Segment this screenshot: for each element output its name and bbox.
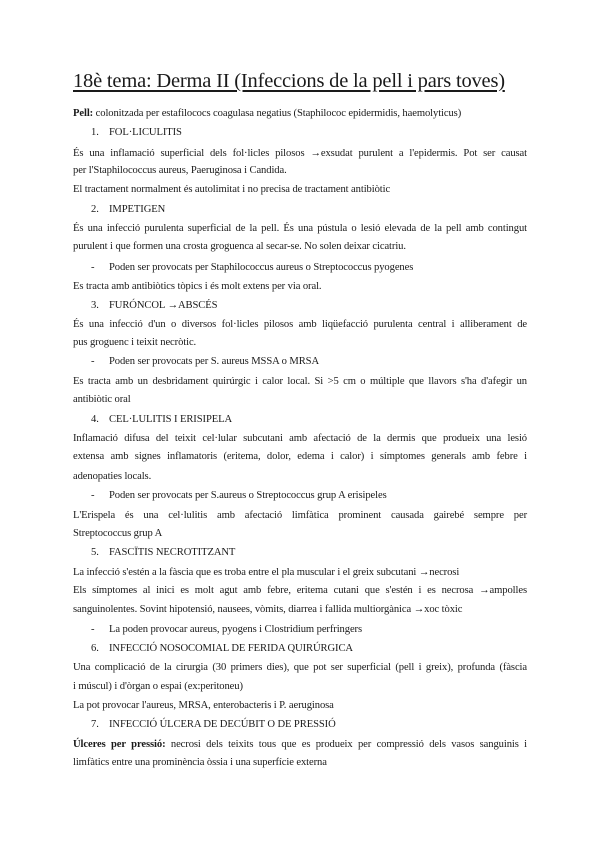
section-number: 6. <box>91 643 99 654</box>
paragraph-line: purulent i que formen una crosta groguenca al secar-se. No solen deixar cicatriu. <box>73 241 406 252</box>
paragraph-line: Una complicació de la cirurgia (30 primers dies), que pot ser superficial (pell i greix), profunda (fàscia <box>73 662 527 673</box>
paragraph-line: Es tracta amb antibiòtics tòpics i és molt extens per via oral. <box>73 281 322 292</box>
paragraph-line: La pot provocar l'aureus, MRSA, enterobacteris i P. aeruginosa <box>73 700 334 711</box>
paragraph-line: Inflamació difusa del teixit cel·lular subcutani amb afectació de la dermis que produeix una lesió <box>73 433 527 444</box>
paragraph-line: La infecció s'estén a la fàscia que es troba entre el pla muscular i el greix subcutani →necrosi <box>73 567 460 578</box>
section-title: FASCÏTIS NECROTITZANT <box>109 547 236 558</box>
paragraph-line: Els símptomes al inici es molt agut amb febre, eritema cutani que s'estén i es necrosa →ampolles <box>73 585 527 596</box>
section-title: FOL·LICULITIS <box>109 127 182 138</box>
section-number: 7. <box>91 719 99 730</box>
bullet-dash: - <box>91 490 95 501</box>
paragraph-line: sanguinolentes. Sovint hipotensió, nausees, vòmits, diarrea i fallida multiorgànica →xoc tòxic <box>73 604 463 615</box>
section-title: IMPETIGEN <box>109 204 166 215</box>
paragraph-line: L'Erispela és una cel·lulitis amb afectació limfàtica prominent causada gairebé sempre per <box>73 510 527 521</box>
section-title: INFECCIÓ NOSOCOMIAL DE FERIDA QUIRÚRGICA <box>109 643 353 654</box>
section-number: 3. <box>91 300 99 311</box>
paragraph-line <box>73 738 527 752</box>
bullet-text: Poden ser provocats per Staphilococcus aureus o Streptococcus pyogenes <box>109 262 414 273</box>
paragraph-line: antibiòtic oral <box>73 394 131 405</box>
bullet-dash: - <box>91 624 95 635</box>
paragraph-line: limfàtics entre una prominència òssia i una superfície externa <box>73 757 327 768</box>
section-title: INFECCIÓ ÚLCERA DE DECÚBIT O DE PRESSIÓ <box>109 719 336 730</box>
bullet-dash: - <box>91 262 95 273</box>
bullet-text: Poden ser provocats per S. aureus MSSA o MRSA <box>109 356 320 367</box>
ulcer-text: necrosi dels teixits tous que es produeix per compressió dels vasos sanguinis i <box>165 739 527 750</box>
section-number: 1. <box>91 127 99 138</box>
paragraph-line: Streptococcus grup A <box>73 528 163 539</box>
intro-line <box>73 107 527 121</box>
intro-text: colonitzada per estafilococs coagulasa negatius (Staphilococ epidermidis, haemolyticus) <box>93 108 462 119</box>
paragraph-line: És una inflamació superficial dels fol·licles pilosos →exsudat purulent a l'epidermis. Pot ser causat <box>73 148 527 159</box>
section-title: CEL·LULITIS I ERISIPELA <box>109 414 233 425</box>
intro-term: Pell: <box>73 108 94 119</box>
paragraph-line: És una infecció purulenta superficial de la pell. És una pústula o lesió elevada de la pell amb contingut <box>73 223 527 234</box>
paragraph-line: És una infecció d'un o diversos fol·licles pilosos amb liqüefacció purulenta central i alliberament de <box>73 319 527 330</box>
bullet-dash: - <box>91 356 95 367</box>
bullet-text: Poden ser provocats per S.aureus o Streptococcus grup A erisipeles <box>109 490 387 501</box>
section-number: 5. <box>91 547 99 558</box>
section-number: 4. <box>91 414 99 425</box>
paragraph-line: Es tracta amb un desbridament quirúrgic i calor local. Si >5 cm o múltiple que llavors s'ha d'afegir un <box>73 376 527 387</box>
section-number: 2. <box>91 204 99 215</box>
paragraph-line: adenopaties locals. <box>73 471 152 482</box>
ulcer-term: Úlceres per pressió: <box>73 739 166 750</box>
paragraph-line: pus groguenc i teixit necròtic. <box>73 337 197 348</box>
section-title: FURÓNCOL →ABSCÉS <box>109 300 218 311</box>
paragraph-line: i múscul) i d'òrgan o espai (ex:peritoneu) <box>73 681 243 692</box>
bullet-text: La poden provocar aureus, pyogens i Clostridium perfringers <box>109 624 362 635</box>
paragraph-line: extensa amb signes inflamatoris (eritema, dolor, edema i calor) i símptomes generals amb febre i <box>73 451 527 462</box>
page-title: 18è tema: Derma II (Infeccions de la pell i pars toves) <box>73 70 505 92</box>
paragraph-line: El tractament normalment és autolimitat i no precisa de tractament antibiòtic <box>73 184 391 195</box>
paragraph-line: per l'Staphilococcus aureus, Paeruginosa i Candida. <box>73 165 287 176</box>
